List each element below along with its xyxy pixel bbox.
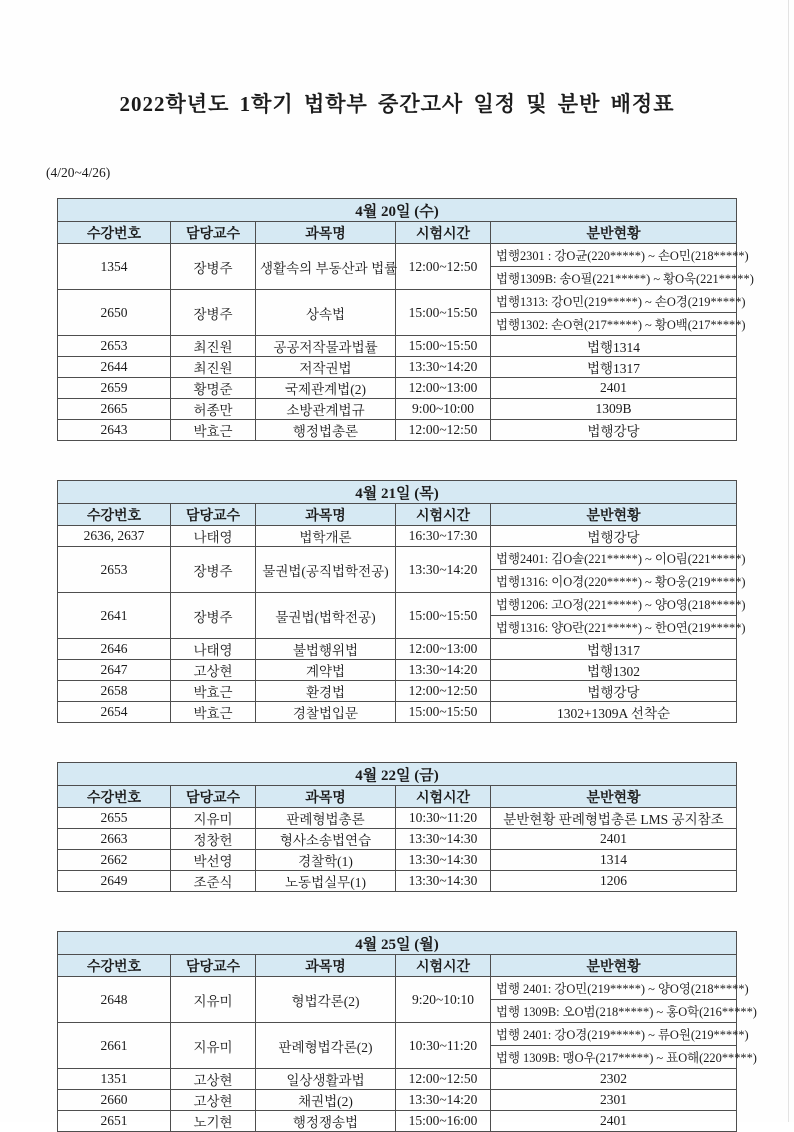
cell-subject: 생활속의 부동산과 법률 [256,244,396,290]
cell-section-info: 법행 2401: 강O민(219*****) ~ 양O영(218*****) [491,977,737,1000]
cell-professor: 고상현 [171,660,256,681]
table-row [58,871,737,892]
cell-professor: 장병주 [171,290,256,336]
column-header: 담당교수 [171,955,256,977]
cell-section-info: 1302+1309A 선착순 [491,702,737,723]
cell-section-info: 1314 [491,850,737,871]
cell-course-no: 2654 [58,702,171,723]
cell-exam-time: 15:00~15:50 [396,290,491,336]
cell-professor: 나태영 [171,639,256,660]
table-row [58,639,737,660]
cell-exam-time: 13:30~14:30 [396,829,491,850]
scan-artifact-line [788,0,789,1122]
column-header: 시험시간 [396,786,491,808]
table-row [58,357,737,378]
cell-section-info: 2401 [491,378,737,399]
cell-exam-time: 12:00~12:50 [396,1069,491,1090]
page-title: 2022학년도 1학기 법학부 중간고사 일정 및 분반 배정표 [119,92,675,116]
cell-subject: 노동법실무(1) [256,871,396,892]
cell-section-info: 법행 2401: 강O경(219*****) ~ 류O원(219*****) [491,1023,737,1046]
cell-section-info: 2401 [491,1111,737,1132]
cell-professor: 박효근 [171,681,256,702]
column-header: 과목명 [256,222,396,244]
cell-exam-time: 10:30~11:20 [396,808,491,829]
schedule-tables-container [0,198,794,1132]
table-row [58,526,737,547]
cell-professor: 장병주 [171,593,256,639]
cell-course-no: 2662 [58,850,171,871]
cell-course-no: 2636, 2637 [58,526,171,547]
exam-schedule-table [57,931,757,1132]
cell-professor: 나태영 [171,526,256,547]
cell-subject: 환경법 [256,681,396,702]
cell-section-info: 2301 [491,1090,737,1111]
cell-section-info: 법행1317 [491,357,737,378]
cell-exam-time: 12:00~12:50 [396,420,491,441]
cell-exam-time: 15:00~15:50 [396,702,491,723]
table-date-header: 4월 20일 (수) [58,199,737,222]
cell-subject: 형법각론(2) [256,977,396,1023]
cell-subject: 행정쟁송법 [256,1111,396,1132]
cell-section-info: 법행강당 [491,681,737,702]
cell-subject: 법학개론 [256,526,396,547]
cell-exam-time: 13:30~14:20 [396,1090,491,1111]
cell-professor: 황명준 [171,378,256,399]
cell-section-info: 2401 [491,829,737,850]
cell-course-no: 2647 [58,660,171,681]
cell-section-info: 법행강당 [491,420,737,441]
table-row [58,336,737,357]
table-column-header-row [58,786,737,808]
cell-course-no: 2648 [58,977,171,1023]
cell-section-info: 분반현황 판례형법총론 LMS 공지참조 [491,808,737,829]
table-row [58,244,737,267]
cell-exam-time: 15:00~15:50 [396,593,491,639]
table-row [58,681,737,702]
table-row [58,1090,737,1111]
table-row [58,1023,737,1046]
column-header: 과목명 [256,504,396,526]
cell-subject: 불법행위법 [256,639,396,660]
cell-course-no: 2641 [58,593,171,639]
cell-professor: 지유미 [171,1023,256,1069]
cell-section-info: 법행1316: 양O란(221*****) ~ 한O연(219*****) [491,616,737,639]
cell-subject: 저작권법 [256,357,396,378]
cell-course-no: 2643 [58,420,171,441]
cell-subject: 소방관계법규 [256,399,396,420]
column-header: 분반현황 [491,222,737,244]
table-row [58,399,737,420]
cell-professor: 최진원 [171,357,256,378]
cell-exam-time: 12:00~12:50 [396,244,491,290]
table-date-header: 4월 21일 (목) [58,481,737,504]
cell-professor: 최진원 [171,336,256,357]
cell-section-info: 법행1302: 손O현(217*****) ~ 황O백(217*****) [491,313,737,336]
cell-subject: 경찰학(1) [256,850,396,871]
cell-course-no: 2660 [58,1090,171,1111]
cell-section-info: 1309B [491,399,737,420]
cell-course-no: 2650 [58,290,171,336]
cell-exam-time: 9:20~10:10 [396,977,491,1023]
cell-professor: 박효근 [171,420,256,441]
cell-professor: 장병주 [171,547,256,593]
table-row [58,829,737,850]
cell-course-no: 2653 [58,547,171,593]
cell-section-info: 법행1317 [491,639,737,660]
table-row [58,850,737,871]
cell-subject: 상속법 [256,290,396,336]
cell-section-info: 법행1314 [491,336,737,357]
cell-course-no: 2658 [58,681,171,702]
cell-exam-time: 12:00~13:00 [396,378,491,399]
cell-section-info: 법행 1309B: 오O범(218*****) ~ 홍O학(216*****) [491,1000,737,1023]
cell-section-info: 법행강당 [491,526,737,547]
column-header: 담당교수 [171,222,256,244]
table-row [58,378,737,399]
cell-subject: 형사소송법연습 [256,829,396,850]
cell-professor: 고상현 [171,1069,256,1090]
cell-professor: 노기현 [171,1111,256,1132]
column-header: 분반현황 [491,786,737,808]
cell-exam-time: 15:00~16:00 [396,1111,491,1132]
column-header: 담당교수 [171,504,256,526]
cell-subject: 채권법(2) [256,1090,396,1111]
cell-course-no: 2665 [58,399,171,420]
cell-subject: 물권법(법학전공) [256,593,396,639]
cell-course-no: 2653 [58,336,171,357]
column-header: 수강번호 [58,955,171,977]
table-column-header-row [58,222,737,244]
cell-exam-time: 12:00~12:50 [396,681,491,702]
table-date-header: 4월 22일 (금) [58,763,737,786]
cell-professor: 지유미 [171,977,256,1023]
cell-subject: 행정법총론 [256,420,396,441]
table-row [58,1069,737,1090]
cell-subject: 판례형법총론 [256,808,396,829]
cell-section-info: 법행1206: 고O정(221*****) ~ 양O영(218*****) [491,593,737,616]
cell-course-no: 2649 [58,871,171,892]
cell-exam-time: 10:30~11:20 [396,1023,491,1069]
cell-course-no: 1354 [58,244,171,290]
table-row [58,593,737,616]
cell-professor: 허종만 [171,399,256,420]
table-row [58,702,737,723]
cell-course-no: 2659 [58,378,171,399]
cell-course-no: 1351 [58,1069,171,1090]
table-column-header-row [58,955,737,977]
cell-exam-time: 13:30~14:20 [396,660,491,681]
date-range-note: (4/20~4/26) [46,165,111,180]
cell-exam-time: 12:00~13:00 [396,639,491,660]
cell-exam-time: 13:30~14:20 [396,547,491,593]
column-header: 수강번호 [58,786,171,808]
cell-subject: 경찰법입문 [256,702,396,723]
table-row [58,660,737,681]
cell-course-no: 2651 [58,1111,171,1132]
cell-subject: 물권법(공직법학전공) [256,547,396,593]
column-header: 분반현황 [491,955,737,977]
exam-schedule-table [57,762,737,892]
cell-professor: 조준식 [171,871,256,892]
table-date-header: 4월 25일 (월) [58,932,737,955]
cell-subject: 공공저작물과법률 [256,336,396,357]
column-header: 과목명 [256,786,396,808]
column-header: 시험시간 [396,222,491,244]
table-column-header-row [58,504,737,526]
table-date-row [58,932,737,955]
cell-course-no: 2661 [58,1023,171,1069]
cell-exam-time: 15:00~15:50 [396,336,491,357]
cell-professor: 정창헌 [171,829,256,850]
cell-course-no: 2644 [58,357,171,378]
cell-section-info: 1206 [491,871,737,892]
cell-professor: 장병주 [171,244,256,290]
column-header: 시험시간 [396,504,491,526]
cell-professor: 박효근 [171,702,256,723]
cell-exam-time: 16:30~17:30 [396,526,491,547]
table-row [58,420,737,441]
cell-section-info: 2302 [491,1069,737,1090]
table-date-row [58,481,737,504]
cell-professor: 지유미 [171,808,256,829]
cell-section-info: 법행1302 [491,660,737,681]
table-row [58,1111,737,1132]
cell-section-info: 법행2401: 김O솔(221*****) ~ 이O림(221*****) [491,547,737,570]
cell-section-info: 법행1313: 강O민(219*****) ~ 손O경(219*****) [491,290,737,313]
column-header: 시험시간 [396,955,491,977]
cell-subject: 일상생활과법 [256,1069,396,1090]
cell-exam-time: 13:30~14:20 [396,357,491,378]
cell-professor: 박선영 [171,850,256,871]
cell-course-no: 2646 [58,639,171,660]
column-header: 수강번호 [58,222,171,244]
table-row [58,808,737,829]
cell-exam-time: 13:30~14:30 [396,871,491,892]
cell-section-info: 법행1316: 이O경(220*****) ~ 황O웅(219*****) [491,570,737,593]
cell-section-info: 법행1309B: 송O필(221*****) ~ 황O욱(221*****) [491,267,737,290]
cell-professor: 고상현 [171,1090,256,1111]
cell-subject: 계약법 [256,660,396,681]
cell-course-no: 2663 [58,829,171,850]
cell-subject: 판례형법각론(2) [256,1023,396,1069]
table-date-row [58,199,737,222]
column-header: 수강번호 [58,504,171,526]
exam-schedule-table [57,198,754,441]
cell-subject: 국제관계법(2) [256,378,396,399]
cell-exam-time: 13:30~14:30 [396,850,491,871]
cell-exam-time: 9:00~10:00 [396,399,491,420]
table-row [58,290,737,313]
table-date-row [58,763,737,786]
column-header: 과목명 [256,955,396,977]
exam-schedule-table [57,480,746,723]
cell-section-info: 법행 1309B: 맹O우(217*****) ~ 표O해(220*****) [491,1046,737,1069]
table-row [58,547,737,570]
column-header: 담당교수 [171,786,256,808]
cell-section-info: 법행2301 : 강O균(220*****) ~ 손O민(218*****) [491,244,737,267]
table-row [58,977,737,1000]
cell-course-no: 2655 [58,808,171,829]
column-header: 분반현황 [491,504,737,526]
